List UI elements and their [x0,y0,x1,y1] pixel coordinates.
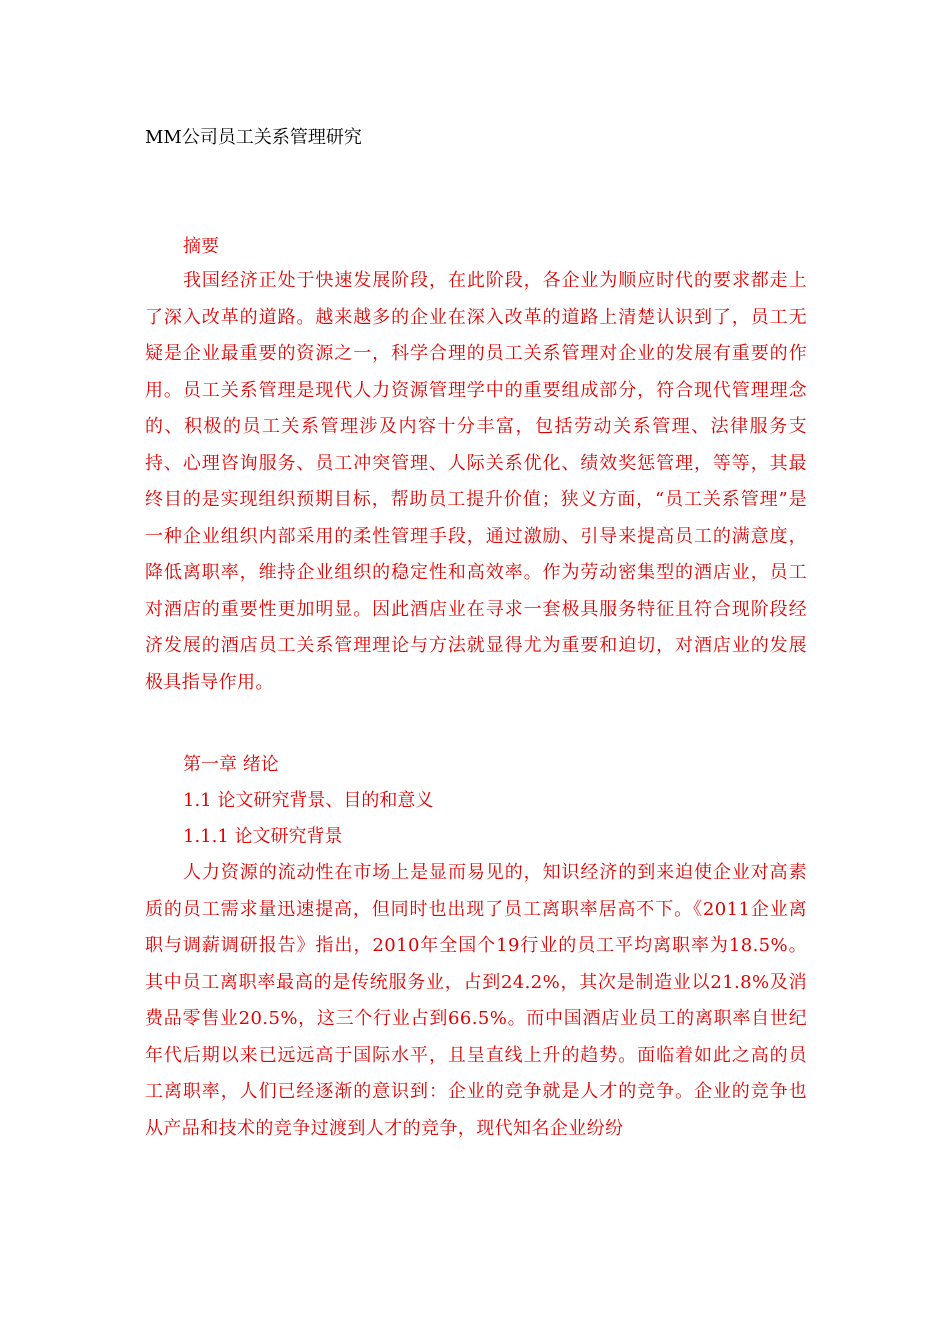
background-paragraph: 人力资源的流动性在市场上是显而易见的，知识经济的到来迫使企业对高素质的员工需求量迅速提高，但同时也出现了员工离职率居高不下。《2011企业离职与调薪调研报告》指出，2010年全国个19行业的员工平均离职率为18.5%。其中员工离职率最高的是传统服务业，占到24.2%，其次是制造业以21.8%及消费品零售业20.5%，这三个行业占到66.5%。而中国酒店业员工的离职率自世纪年代后期以来已远远高于国际水平，且呈直线上升的趋势。面临着如此之高的员工离职率，人们已经逐渐的意识到：企业的竞争就是人才的竞争。企业的竞争也从产品和技术的竞争过渡到人才的竞争，现代知名企业纷纷 [145,862,807,1139]
abstract-paragraph: 我国经济正处于快速发展阶段，在此阶段，各企业为顺应时代的要求都走上了深入改革的道路。越来越多的企业在深入改革的道路上清楚认识到了，员工无疑是企业最重要的资源之一，科学合理的员工关系管理对企业的发展有重要的作用。员工关系管理是现代人力资源管理学中的重要组成部分，符合现代管理理念的、积极的员工关系管理涉及内容十分丰富，包括劳动关系管理、法律服务支持、心理咨询服务、员工冲突管理、人际关系优化、绩效奖惩管理，等等，其最终目的是实现组织预期目标，帮助员工提升价值；狭义方面，“员工关系管理”是一种企业组织内部采用的柔性管理手段，通过激励、引导来提高员工的满意度，降低离职率，维持企业组织的稳定性和高效率。作为劳动密集型的酒店业，员工对酒店的重要性更加明显。因此酒店业在寻求一套极具服务特征且符合现阶段经济发展的酒店员工关系管理理论与方法就显得尤为重要和迫切，对酒店业的发展极具指导作用。 [145,270,807,693]
section-heading: 1.1 论文研究背景、目的和意义 [183,790,434,811]
abstract-heading: 摘要 [183,236,219,257]
subsection-heading: 1.1.1 论文研究背景 [183,826,343,847]
chapter-heading: 第一章 绪论 [183,754,279,775]
document-title: MM公司员工关系管理研究 [145,127,362,148]
